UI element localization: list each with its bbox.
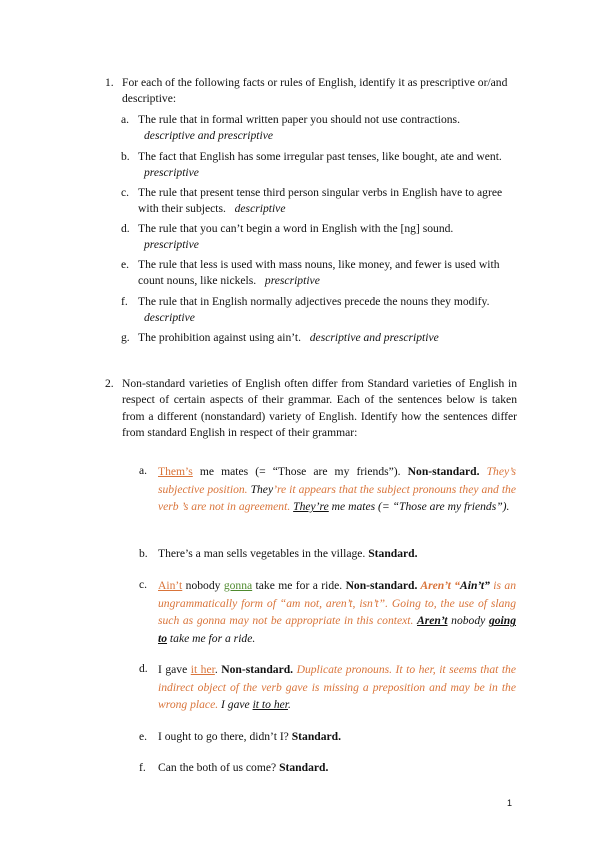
q1-item-answer: prescriptive (264, 274, 320, 288)
q2-item-e-label: e. (139, 730, 148, 743)
q1-item-text: The rule that in formal written paper you should not use contractions. (138, 113, 460, 126)
q1-item-text: The rule that present tense third person singular verbs in English have to agree with their subjects. (138, 186, 503, 216)
question-1-number: 1. (105, 76, 114, 89)
q1-item-answer: prescriptive (144, 238, 199, 252)
q1-item-label: g. (121, 331, 130, 344)
answer-text: Duplicate pronouns. It to her, it seems that the indirect object of the verb gave is missing a preposition and may be in the wrong place. (158, 663, 516, 712)
q1-item-label: a. (121, 113, 130, 126)
q1-item-label: d. (121, 222, 130, 235)
correction-arent: Aren’t (417, 614, 448, 628)
q2-item-a-label: a. (139, 464, 148, 477)
verdict-badge: Standard. (279, 761, 329, 774)
verdict-badge: Non-standard. (345, 579, 418, 592)
q1-item-label: c. (121, 186, 130, 199)
q1-item-text: The rule that you can’t begin a word in English with the [ng] sound. (138, 222, 454, 235)
answer-text: They’s subjective position. (158, 465, 517, 496)
highlight-thems: Them’s (158, 465, 193, 478)
q1-item-label: b. (121, 150, 130, 163)
verdict-badge: Non-standard. (221, 663, 294, 676)
q1-item-text: The rule that less is used with mass nouns, like money, and fewer is used with count nouns, like nickels. (138, 258, 500, 288)
q1-item-text: The prohibition against using ain’t. (138, 331, 302, 344)
q2-item-f-label: f. (139, 761, 146, 774)
highlight-aint: Ain’t (158, 579, 183, 592)
correction-theyre: They’re (293, 500, 329, 514)
q1-item-answer: prescriptive (144, 166, 199, 180)
page-number: 1 (507, 798, 513, 808)
verdict-badge: Standard. (291, 730, 342, 743)
q2-item-b-label: b. (139, 547, 148, 560)
document-page: 1. For each of the following facts or rules of English, identify it as prescriptive or/and descriptive: a. The rule that in formal written paper you should not use contractions. descriptive and prescriptive b. The fact that English has some irregular past tenses, like bought, ate and went. prescriptive c. The rule that present tense third person singular verbs in English have to agree with their subjects. descriptive d. The rule that you can’t begin a word in English with the [ng] sound. prescriptive e. The rule that less is used with mass nouns, like money, and fewer is used with count nouns, like nickels. prescriptive f. The rule that in English normally adjectives precede the nouns they modify. descriptive g. The prohibition against using ain’t. descriptive and prescriptive 2. Non-standard varieties of English often differ from Standard varieties of English in respect of certain aspects of their grammar. Each of the sentences below is taken from a different (nonstandard) variety of English. Identify how the sentences differ from standard English in respect of their grammar: a. Them’s me mates (= “Those are my friends”). Non-standard. They’s subjective position. They’re it appears that the subject pronouns they and the verb ’s are not in agreement. They’re me mates (= “Those are my friends”). b. There’s a man sells vegetables in the village. Standard. c. Ain’t nobody gonna take me for a ride. Non-standard. Aren’t “Ain’t” is an ungrammatically form of “am not, aren’t, isn’t”. Going to, the use of slang such as gonna may not be appropriate in this context. Aren’t nobody going to take me for a ride. d. I gave it her. Non-standard. Duplicate pronouns. It to her, it seems that the indirect object of the verb gave is missing a preposition and may be in the wrong place. I gave it to her. e. I ought to go there, didn’t I? Standard. f. Can the both of us come? Standard. 1 (105, 76, 517, 808)
correction-going-to: going to (158, 614, 516, 646)
correction-it-to-her: it to her (252, 698, 288, 712)
highlight-gonna: gonna (223, 579, 253, 592)
q1-item-label: e. (121, 258, 130, 271)
verdict-badge: Standard. (368, 547, 418, 560)
question-1-stem: For each of the following facts or rules of English, identify it as prescriptive or/and descriptive: (122, 76, 508, 106)
q1-item-text: The rule that in English normally adjectives precede the nouns they modify. (138, 295, 490, 308)
answer-text: is an ungrammatically form of “am not, aren’t, isn’t”. Going to, the use of slang such as gonna may not be appropriate in this context. (158, 579, 517, 628)
q2-item-d-label: d. (139, 662, 148, 675)
q1-item-answer: descriptive (144, 311, 195, 325)
q1-item-answer: descriptive (234, 202, 286, 216)
q1-item-text: The fact that English has some irregular past tenses, like bought, ate and went. (138, 150, 502, 163)
question-2-number: 2. (105, 377, 114, 390)
q1-item-label: f. (121, 295, 128, 308)
q2-item-c-label: c. (139, 578, 148, 591)
verdict-badge: Non-standard. (407, 465, 480, 478)
q1-item-answer: descriptive and prescriptive (144, 129, 273, 143)
question-2-stem: Non-standard varieties of English often differ from Standard varieties of English in respect of certain aspects of their grammar. Each of the sentences below is taken from a different (nonstandard) variety of English. Identify how the sentences differ from standard English in respect of their grammar: (122, 377, 517, 439)
q1-item-answer: descriptive and prescriptive (309, 331, 439, 344)
highlight-it-her: it her (190, 663, 215, 676)
